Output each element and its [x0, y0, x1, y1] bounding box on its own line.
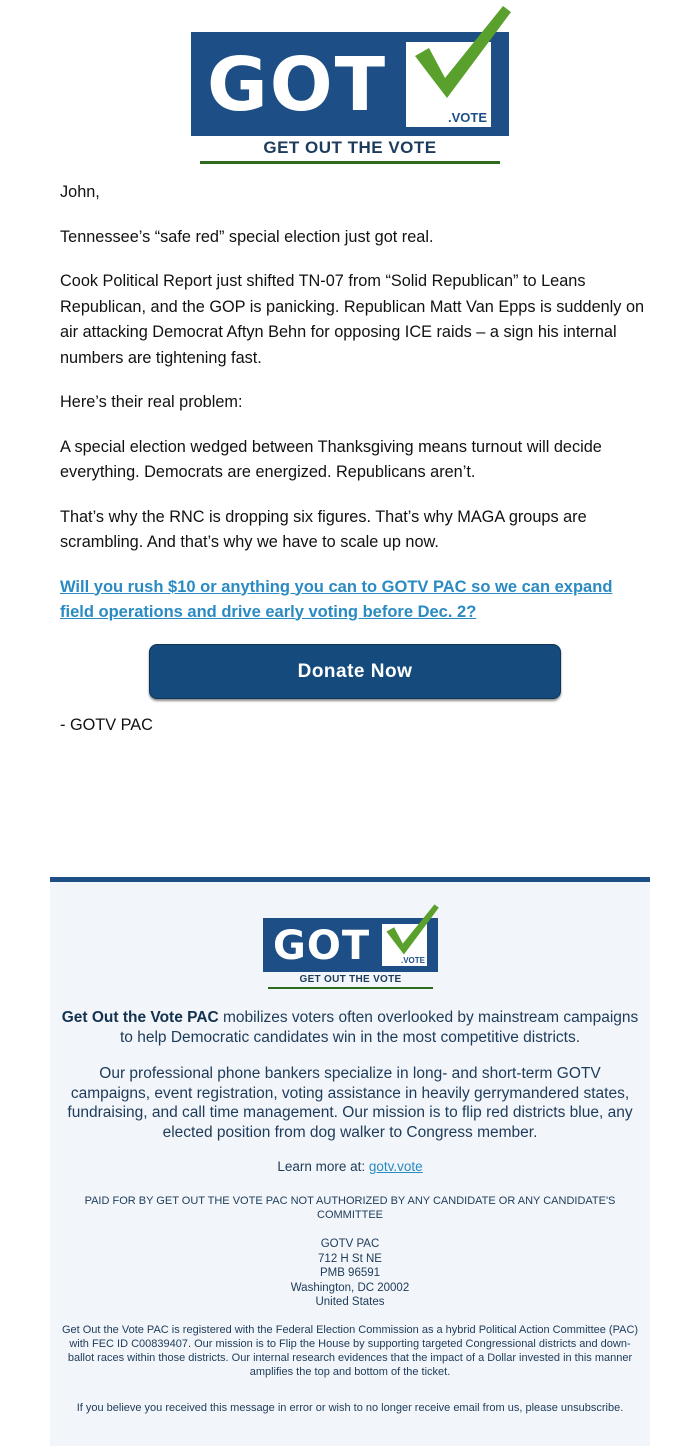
gotv-logo [191, 10, 511, 155]
checkmark-icon [381, 900, 441, 960]
address-line: United States [315, 1296, 385, 1309]
donate-now-button[interactable]: Donate Now [149, 644, 561, 699]
address-line: 712 H St NE [318, 1252, 382, 1265]
logo-underline [200, 161, 500, 164]
checkmark-icon [405, 0, 515, 108]
logo-letters: GOT [273, 923, 371, 969]
signature: - GOTV PAC [60, 715, 153, 734]
address-line: Washington, DC 20002 [290, 1281, 410, 1294]
greeting: John, [60, 183, 100, 201]
logo-domain-suffix: .VOTE [400, 956, 425, 965]
paragraph: Tennessee’s “safe red” special election just got real. [60, 227, 434, 246]
donate-button-wrap [60, 644, 650, 699]
paragraph: Cook Political Report just shifted TN-07 from “Solid Republican” to Leans Republican, and the GOP is panicking. Republican Matt Van Epps is suddenly on air attacking Democrat Aftyn Behn for opposing ICE raids – a sign his internal numbers are tightening fast. [60, 272, 645, 367]
footer-mission-text: mobilizes voters often overlooked by mainstream campaigns to help Democratic candidates win in the most competitive districts. [119, 1009, 639, 1046]
mailing-address [60, 1237, 640, 1310]
donate-cta-link[interactable]: Will you rush $10 or anything you can to GOTV PAC so we can expand field operations and drive early voting before Dec. 2? [60, 577, 613, 621]
learn-more-label: Learn more at: [277, 1159, 369, 1174]
logo-tagline: GET OUT THE VOTE [299, 974, 402, 985]
email-body [60, 180, 650, 757]
logo-letters: GOT [207, 42, 388, 128]
footer-org-name: Get Out the Vote PAC [61, 1009, 219, 1026]
footer [50, 877, 650, 1446]
footer-gotv-logo [263, 906, 443, 988]
paragraph: That’s why the RNC is dropping six figures. That’s why MAGA groups are scrambling. And that’s why we have to scale up now. [60, 507, 587, 551]
footer-mission [60, 1008, 640, 1047]
logo-underline [268, 987, 433, 989]
footer-learn-more [60, 1159, 640, 1174]
logo-tagline: GET OUT THE VOTE [263, 138, 437, 157]
unsubscribe-notice[interactable]: If you believe you received this message in error or wish to no longer receive email from us, please unsubscribe. [76, 1402, 624, 1414]
footer-services: Our professional phone bankers specialize in long- and short-term GOTV campaigns, event registration, voting assistance in heavily gerrymandered states, fundraising, and call time management. Our mission is to flip red districts blue, any elected position from dog walker to Congress member. [67, 1065, 633, 1141]
address-line: GOTV PAC [320, 1238, 380, 1250]
gotv-website-link[interactable]: gotv.vote [368, 1159, 423, 1174]
fec-disclaimer: Get Out the Vote PAC is registered with the Federal Election Commission as a hybrid Political Action Committee (PAC) with FEC ID C00839407. Our mission is to Flip the House by supporting targeted Congressional districts and down-ballot races within those districts. Our internal research evidences that the impact of a Dollar invested in this manner amplifies the top and bottom of the ticket. [61, 1324, 639, 1378]
logo-domain-suffix: .VOTE [447, 110, 487, 125]
paragraph: A special election wedged between Thanksgiving means turnout will decide everything. Democrats are energized. Republicans aren’t. [60, 437, 602, 481]
paid-for-disclaimer: PAID FOR BY GET OUT THE VOTE PAC NOT AUTHORIZED BY ANY CANDIDATE OR ANY CANDIDATE'S COMMITTEE [84, 1195, 616, 1221]
paragraph: Here’s their real problem: [60, 393, 243, 411]
address-line: PMB 96591 [319, 1267, 381, 1280]
